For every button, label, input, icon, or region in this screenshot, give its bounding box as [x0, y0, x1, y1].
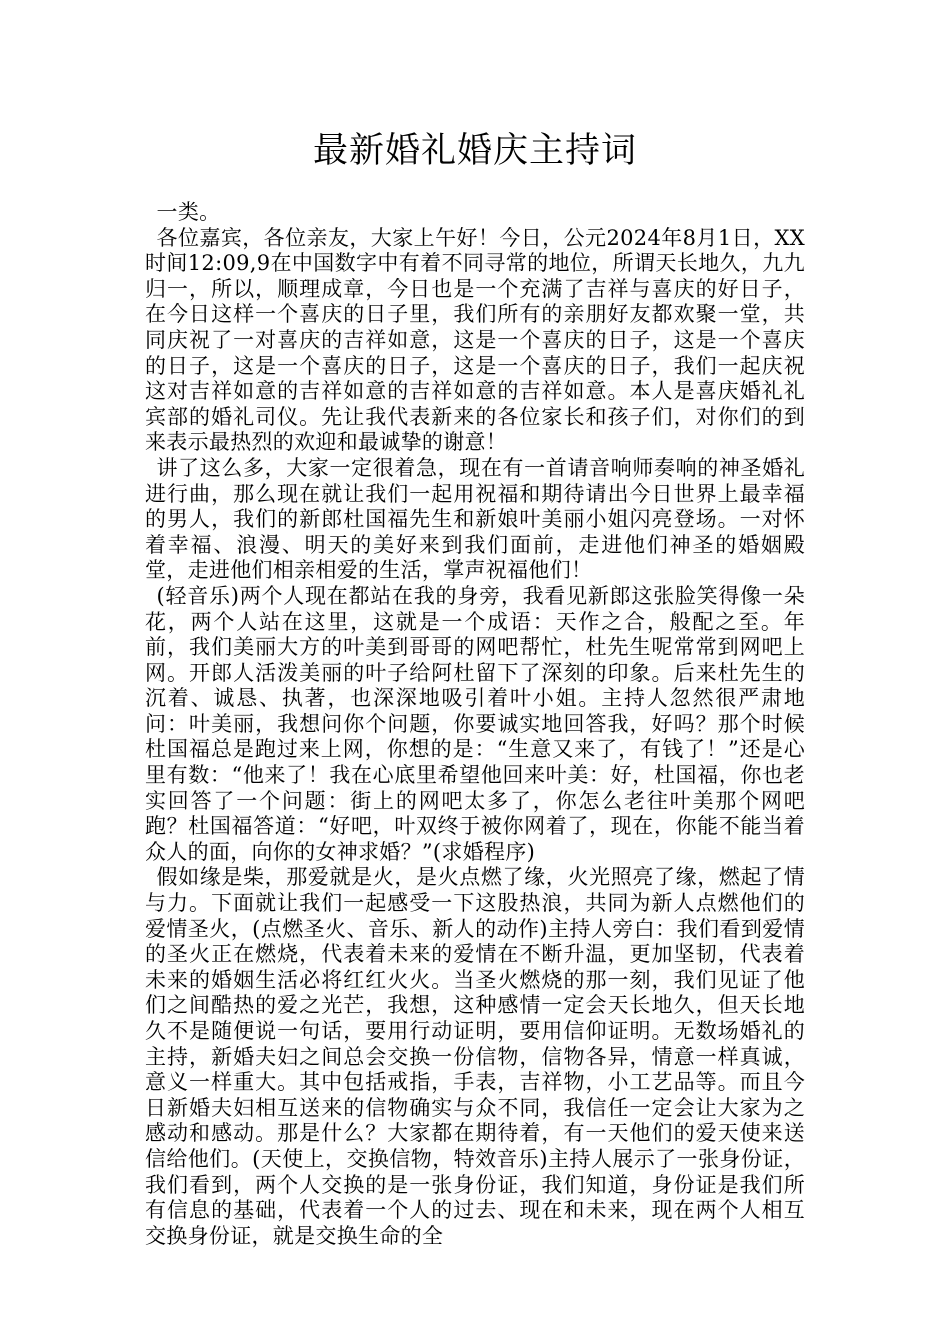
paragraph-ceremony: 假如缘是柴，那爱就是火，是火点燃了缘，火光照亮了缘，燃起了情与力。下面就让我们一起感受一下这股热浪，共同为新人点燃他们的爱情圣火，(点燃圣火、音乐、新人的动作)主持人旁白：我们看到爱情的圣火正在燃烧，代表着未来的爱情在不断升温，更加坚韧，代表着未来的婚姻生活必将红红火火。当圣火燃烧的那一刻，我们见证了他们之间酷热的爱之光芒，我想，这种感情一定会天长地久，但天长地久不是随便说一句话，要用行动证明，要用信仰证明。无数场婚礼的主持，新婚夫妇之间总会交换一份信物，信物各异，情意一样真诚，意义一样重大。其中包括戒指，手表，吉祥物，小工艺品等。而且今日新婚夫妇相互送来的信物确实与众不同，我信任一定会让大家为之感动和感动。那是什么？大家都在期待着，有一天他们的爱天使来送信给他们。(天使上，交换信物，特效音乐)主持人展示了一张身份证，我们看到，两个人交换的是一张身份证，我们知道，身份证是我们所有信息的基础，代表着一个人的过去、现在和未来，现在两个人相互交换身份证，就是交换生命的全: [145, 865, 805, 1248]
paragraph-intro: 一类。: [156, 200, 221, 224]
paragraph-story: (轻音乐)两个人现在都站在我的身旁，我看见新郎这张脸笑得像一朵花，两个人站在这里，这就是一个成语：天作之合，般配之至。年前，我们美丽大方的叶美到哥哥的网吧帮忙，杜先生呢常常到网吧上网。开郎人活泼美丽的叶子给阿杜留下了深刻的印象。后来杜先生的沉着、诚恳、执著，也深深地吸引着叶小姐。主持人忽然很严肃地问：叶美丽，我想问你个问题，你要诚实地回答我，好吗？那个时候杜国福总是跑过来上网，你想的是：“生意又来了，有钱了！”还是心里有数：“他来了！我在心底里希望他回来叶美：好，杜国福，你也老实回答了一个问题：街上的网吧太多了，你怎么老往叶美那个网吧跑？杜国福答道：“好吧，叶双终于被你网着了，现在，你能不能当着众人的面，向你的女神求婚？”(求婚程序): [145, 583, 805, 864]
paragraph-greeting: 各位嘉宾，各位亲友，大家上午好！今日，公元2024年8月1日，XX时间12:09,9在中国数字中有着不同寻常的地位，所谓天长地久，九九归一，所以，顺理成章，今日也是一个充满了吉祥与喜庆的好日子，在今日这样一个喜庆的日子里，我们所有的亲朋好友都欢聚一堂，共同庆祝了一对喜庆的吉祥如意，这是一个喜庆的日子，这是一个喜庆的日子，这是一个喜庆的日子，这是一个喜庆的日子，我们一起庆祝这对吉祥如意的吉祥如意的吉祥如意的吉祥如意。本人是喜庆婚礼礼宾部的婚礼司仪。先让我代表新来的各位家长和孩子们，对你们的到来表示最热烈的欢迎和最诚挚的谢意！: [145, 225, 805, 455]
paragraph-entrance: 讲了这么多，大家一定很着急，现在有一首请音响师奏响的神圣婚礼进行曲，那么现在就让我们一起用祝福和期待请出今日世界上最幸福的男人，我们的新郎杜国福先生和新娘叶美丽小姐闪亮登场。一对怀着幸福、浪漫、明天的美好来到我们面前，走进他们神圣的婚姻殿堂，走进他们相亲相爱的生活，掌声祝福他们！: [145, 455, 805, 583]
document-body: [145, 200, 805, 1249]
document-title: 最新婚礼婚庆主持词: [312, 131, 637, 171]
